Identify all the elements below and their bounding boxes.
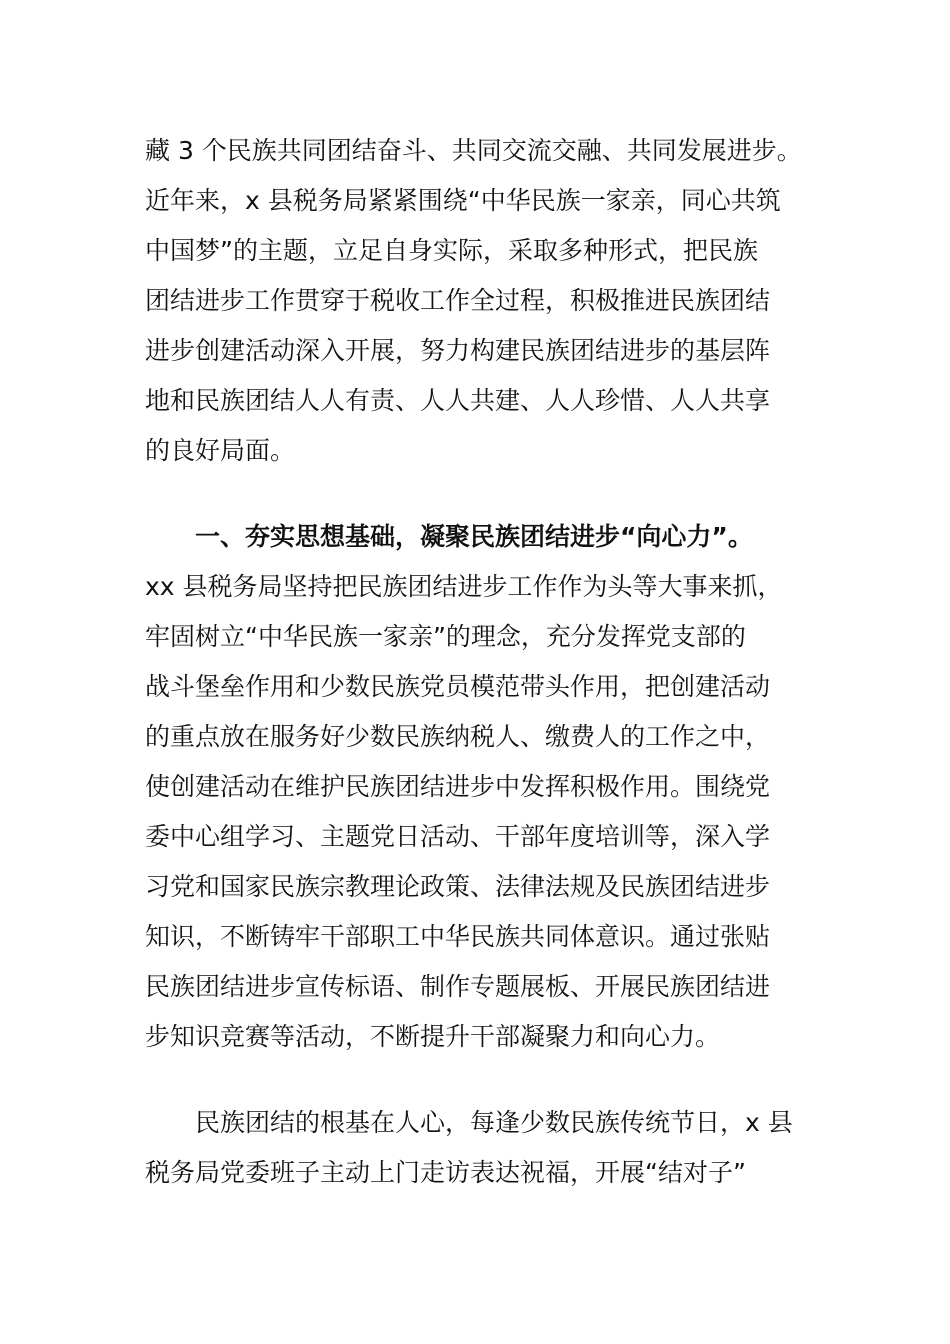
paragraph-2-line-1: xx 县税务局坚持把民族团结进步工作作为头等大事来抓， <box>145 572 783 601</box>
paragraph-3-line-2: 税务局党委班子主动上门走访表达祝福，开展“结对子” <box>145 1158 746 1187</box>
paragraph-3-line-1: 民族团结的根基在人心，每逢少数民族传统节日，x 县 <box>195 1108 793 1137</box>
section-heading-1: 一、夯实思想基础，凝聚民族团结进步“向心力”。 <box>195 522 753 551</box>
paragraph-1-line-1: 藏 3 个民族共同团结奋斗、共同交流交融、共同发展进步。 <box>145 136 802 165</box>
paragraph-1-line-6: 地和民族团结人人有责、人人共建、人人珍惜、人人共享 <box>145 386 771 415</box>
paragraph-2-line-4: 的重点放在服务好少数民族纳税人、缴费人的工作之中， <box>145 722 771 751</box>
paragraph-2-line-9: 民族团结进步宣传标语、制作专题展板、开展民族团结进 <box>145 972 771 1001</box>
paragraph-2-line-2: 牢固树立“中华民族一家亲”的理念，充分发挥党支部的 <box>145 622 746 651</box>
paragraph-2-line-6: 委中心组学习、主题党日活动、干部年度培训等，深入学 <box>145 822 771 851</box>
paragraph-1-line-5: 进步创建活动深入开展，努力构建民族团结进步的基层阵 <box>145 336 771 365</box>
paragraph-1-line-7: 的良好局面。 <box>145 436 296 465</box>
paragraph-1-line-4: 团结进步工作贯穿于税收工作全过程，积极推进民族团结 <box>145 286 771 315</box>
paragraph-2-line-3: 战斗堡垒作用和少数民族党员模范带头作用，把创建活动 <box>145 672 771 701</box>
paragraph-2-line-8: 知识，不断铸牢干部职工中华民族共同体意识。通过张贴 <box>145 922 771 951</box>
paragraph-1-line-3: 中国梦”的主题，立足自身实际，采取多种形式，把民族 <box>145 236 758 265</box>
paragraph-2-line-7: 习党和国家民族宗教理论政策、法律法规及民族团结进步 <box>145 872 771 901</box>
paragraph-2-line-5: 使创建活动在维护民族团结进步中发挥积极作用。围绕党 <box>145 772 771 801</box>
paragraph-1-line-2: 近年来，x 县税务局紧紧围绕“中华民族一家亲，同心共筑 <box>145 186 781 215</box>
paragraph-2-line-10: 步知识竞赛等活动，不断提升干部凝聚力和向心力。 <box>145 1022 721 1051</box>
